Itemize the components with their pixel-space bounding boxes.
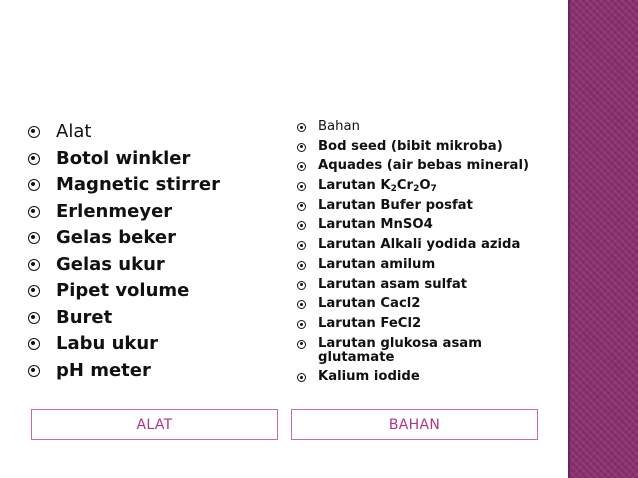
circle-dot-icon [297,300,306,309]
list-item-label: Gelas ukur [56,253,165,275]
list-item-label: Alat [56,121,92,142]
list-item-label: Erlenmeyer [56,200,173,222]
list-item-label: Bod seed (bibit mikroba) [318,138,503,154]
circle-dot-icon [297,281,306,290]
list-item-label: Larutan Bufer posfat [318,197,473,213]
formula-element: Cr [396,178,414,194]
list-item-label: Gelas beker [56,227,176,248]
list-item-label: Larutan asam sulfat [318,276,468,292]
list-item [28,280,268,307]
list-item-label: Larutan Cacl2 [318,296,421,312]
list-item-label: Labu ukur [56,333,159,354]
formula-subscript: 7 [430,184,437,195]
list-item [28,333,268,360]
list-item-label: Larutan FeCl2 [318,315,422,331]
list-item [297,218,559,232]
list-item-label: Larutan amilum [318,256,436,272]
list-item [28,307,268,334]
list-item [28,201,268,228]
list-item [297,238,559,252]
list-item-label: Buret [56,306,113,328]
caption-alat-label: ALAT [136,416,173,433]
circle-dot-icon [297,320,306,329]
formula-subscript: 2 [390,184,397,195]
decorative-side-band [568,0,638,478]
bahan-list [297,120,559,390]
circle-dot-icon [297,143,306,152]
list-item-label: Botol winkler [56,147,191,169]
circle-dot-icon [297,340,306,349]
list-item [28,148,268,175]
list-item [297,258,559,272]
caption-bahan [291,409,538,440]
list-item [297,370,559,384]
circle-dot-icon [28,259,40,271]
list-item-label: Pipet volume [56,280,190,301]
list-item-label: Bahan [318,119,360,134]
list-item [297,317,559,331]
circle-dot-icon [297,221,306,230]
list-item [28,174,268,201]
circle-dot-icon [297,373,306,382]
chemical-formula-label [318,179,543,193]
list-item-label: Larutan glukosa asam glutamate [318,335,482,365]
list-item [297,337,559,365]
caption-bahan-label: BAHAN [388,416,441,433]
list-item [297,278,559,292]
circle-dot-icon [28,338,40,350]
circle-dot-icon [28,312,40,324]
circle-dot-icon [28,365,40,377]
list-item [297,199,559,213]
circle-dot-icon [297,261,306,270]
formula-subscript: 2 [413,184,420,195]
circle-dot-icon [28,232,40,244]
list-item [297,159,559,173]
circle-dot-icon [28,126,40,138]
list-item-label: Larutan Alkali yodida azida [318,237,521,253]
circle-dot-icon [28,153,40,165]
list-item [297,179,559,193]
list-item-label: Magnetic stirrer [56,174,221,195]
formula-element: O [419,178,431,194]
list-item-label: Larutan MnSO4 [318,217,433,233]
list-item [297,140,559,154]
list-item [28,227,268,254]
caption-alat [31,409,278,440]
list-item [28,121,268,148]
list-item [28,360,268,387]
circle-dot-icon [297,123,306,132]
circle-dot-icon [28,285,40,297]
circle-dot-icon [297,182,306,191]
circle-dot-icon [297,241,306,250]
formula-prefix: Larutan K [318,178,391,194]
circle-dot-icon [297,162,306,171]
list-item [28,254,268,281]
list-item [297,297,559,311]
alat-list [28,121,268,386]
list-item [297,120,559,134]
list-item-label: pH meter [56,359,151,381]
circle-dot-icon [297,202,306,211]
circle-dot-icon [28,179,40,191]
circle-dot-icon [28,206,40,218]
list-item-label: Kalium iodide [318,369,420,385]
list-item-label: Aquades (air bebas mineral) [318,158,530,174]
